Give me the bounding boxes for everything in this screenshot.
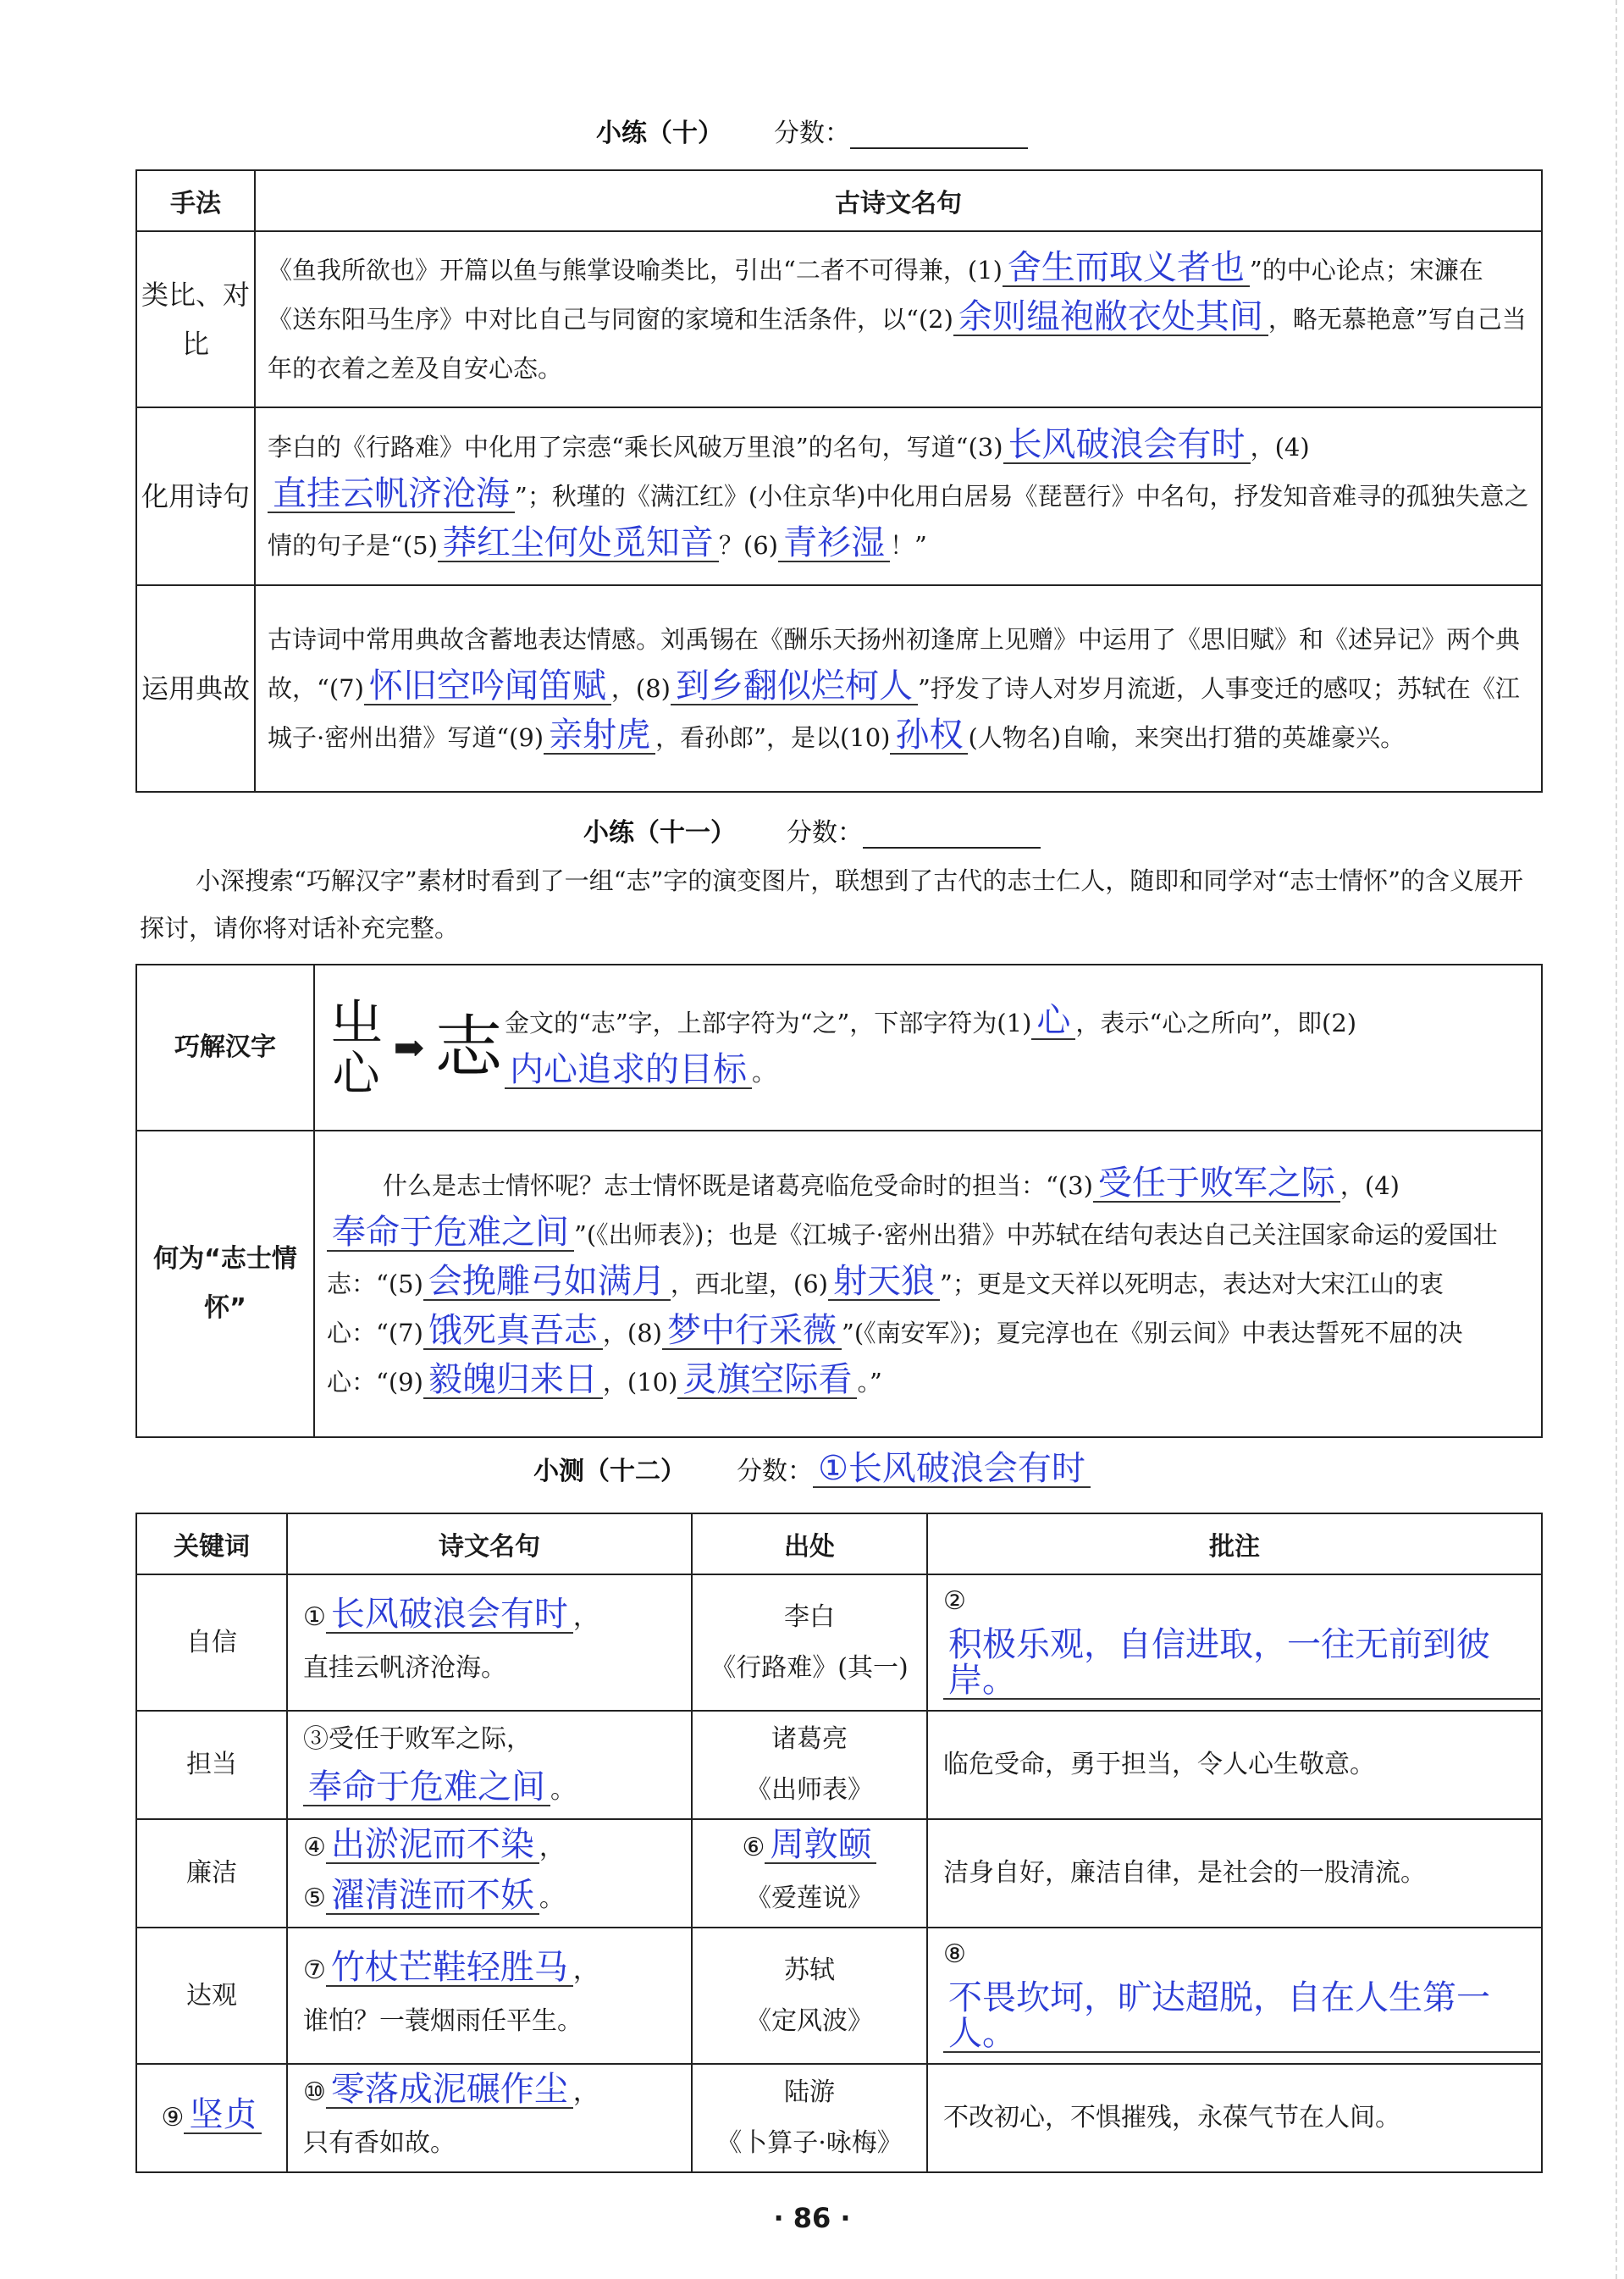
row-label-analogy: 类比、对比 — [136, 231, 255, 407]
lines-cell: ④ 出淤泥而不染 ， ⑤ 濯清涟而不妖 。 — [287, 1819, 692, 1928]
keyword-cell: 自信 — [136, 1574, 287, 1711]
table-zhi-character — [135, 964, 1543, 1438]
answer-9[interactable]: 坚贞 — [184, 2097, 262, 2134]
answer-3[interactable]: 长风破浪会有时 — [1003, 427, 1251, 464]
row-label-character: 巧解汉字 — [136, 965, 314, 1131]
keyword-cell: 廉洁 — [136, 1819, 287, 1928]
source-cell: 苏轼 《定风波》 — [692, 1928, 927, 2064]
row-label-allusions: 运用典故 — [136, 585, 255, 792]
answer-7[interactable]: 怀旧空吟闻笛赋 — [364, 668, 611, 705]
glyph-zhi-bronze: 志 — [434, 1008, 503, 1087]
row-content-patriot-spirit: 什么是志士情怀呢？志士情怀既是诸葛亮临危受命时的担当：“(3) 受任于败军之际 ，(4)奉命于危难之间 ”(《出师表》)；也是《江城子·密州出猎》中苏轼在结句表达自己关注国家命运的爱国壮志：“(5) 会挽雕弓如满月 ，西北望，(6) 射天狼 ”；更是文天祥以死明志，表达对大宋江山的衷心：“(7) 饿死真吾志 ，(8) 梦中行采薇 ”(《南安军》)；夏完淳也在《别云间》中表达誓死不屈的决心：“(9) 毅魄归来日 ，(10) 灵旗空际看 。” — [314, 1131, 1542, 1437]
score-blank[interactable] — [863, 821, 1041, 849]
table-row — [136, 1574, 1542, 1711]
lines-cell: ③受任于败军之际， 奉命于危难之间 。 — [287, 1711, 692, 1819]
answer-9[interactable]: 亲射虎 — [544, 717, 655, 755]
answer-8[interactable]: 到乡翻似烂柯人 — [671, 668, 918, 705]
glyph-zhi-top: 㞢 — [329, 993, 384, 1055]
header-technique: 手法 — [136, 170, 255, 231]
page-edge-guide — [1614, 0, 1617, 2279]
answer-1[interactable]: 长风破浪会有时 — [326, 1596, 573, 1634]
row-label-patriot-spirit: 何为“志士情怀” — [136, 1131, 314, 1437]
header-keyword: 关键词 — [136, 1513, 287, 1574]
character-evolution — [327, 993, 505, 1102]
annotation-cell: 洁身自好，廉洁自律，是社会的一股清流。 — [927, 1819, 1542, 1928]
section-10-title: 小练（十） 分数： — [0, 112, 1624, 149]
score-answer[interactable]: ①长风破浪会有时 — [813, 1451, 1091, 1488]
answer-5[interactable]: 莽红尘何处觅知音 — [438, 525, 719, 562]
source-cell: 陆游 《卜算子·咏梅》 — [692, 2064, 927, 2172]
answer-6[interactable]: 射天狼 — [828, 1264, 940, 1301]
answer-1[interactable]: 心 — [1031, 1003, 1075, 1040]
answer-8[interactable]: 梦中行采薇 — [662, 1313, 842, 1350]
answer-4[interactable]: 奉命于危难之间 — [303, 1769, 550, 1806]
answer-4[interactable]: 出淤泥而不染 — [326, 1827, 539, 1864]
character-explanation: 金文的“志”字，上部字符为“之”，下部字符为(1) 心 ，表示“心之所向”，即(2)内心追求的目标 。 — [505, 1001, 1357, 1089]
answer-2[interactable]: 积极乐观，自信进取，一往无前到彼岸。 — [943, 1627, 1540, 1700]
answer-7[interactable]: 竹杖芒鞋轻胜马 — [326, 1950, 573, 1987]
header-famous-lines: 古诗文名句 — [255, 170, 1542, 231]
source-cell: 李白 《行路难》(其一) — [692, 1574, 927, 1711]
answer-4[interactable]: 直挂云帆济沧海 — [268, 476, 515, 513]
lines-cell: ① 长风破浪会有时 ， 直挂云帆济沧海。 — [287, 1574, 692, 1711]
header-lines: 诗文名句 — [287, 1513, 692, 1574]
answer-8[interactable]: 不畏坎坷，旷达超脱，自在人生第一人。 — [943, 1980, 1540, 2053]
section-11-title: 小练（十一） 分数： — [0, 811, 1624, 849]
row-content-allusions: 古诗词中常用典故含蓄地表达情感。刘禹锡在《酬乐天扬州初逢席上见赠》中运用了《思旧赋》和《述异记》两个典故，“(7) 怀旧空吟闻笛赋 ，(8) 到乡翻似烂柯人 ”抒发了诗人对岁月流逝，人事变迁的感叹；苏轼在《江城子·密州出猎》写道“(9) 亲射虎 ，看孙郎”，是以(10) 孙权 (人物名)自喻，来突出打猎的英雄豪兴。 — [255, 585, 1542, 792]
row-content-character — [314, 965, 1542, 1131]
answer-9[interactable]: 毅魄归来日 — [423, 1362, 603, 1399]
annotation-cell: 临危受命，勇于担当，令人心生敬意。 — [927, 1711, 1542, 1819]
table-row — [136, 1819, 1542, 1928]
table-keywords — [135, 1513, 1543, 2173]
answer-2[interactable]: 内心追求的目标 — [505, 1052, 752, 1089]
glyph-xin-bottom: 心 — [332, 1047, 380, 1102]
answer-10[interactable]: 灵旗空际看 — [677, 1362, 857, 1399]
header-annotation: 批注 — [927, 1513, 1542, 1574]
row-label-borrowed-lines: 化用诗句 — [136, 407, 255, 585]
answer-4[interactable]: 奉命于危难之间 — [327, 1214, 574, 1252]
header-source: 出处 — [692, 1513, 927, 1574]
keyword-cell: 担当 — [136, 1711, 287, 1819]
score-blank[interactable] — [850, 122, 1028, 149]
source-cell: 诸葛亮 《出师表》 — [692, 1711, 927, 1819]
keyword-cell: 达观 — [136, 1928, 287, 2064]
answer-6[interactable]: 周敦颐 — [765, 1827, 876, 1864]
answer-7[interactable]: 饿死真吾志 — [423, 1313, 603, 1350]
keyword-cell: ⑨ 坚贞 — [136, 2064, 287, 2172]
answer-3[interactable]: 受任于败军之际 — [1093, 1165, 1340, 1203]
row-content-borrowed-lines: 李白的《行路难》中化用了宗悫“乘长风破万里浪”的名句，写道“(3) 长风破浪会有时 ，(4)直挂云帆济沧海 ”；秋瑾的《满江红》(小住京华)中化用白居易《琵琶行》中名句，抒发知音难寻的孤独失意之情的句子是“(5) 莽红尘何处觅知音 ？(6) 青衫湿 ！” — [255, 407, 1542, 585]
annotation-cell: ⑧不畏坎坷，旷达超脱，自在人生第一人。 — [927, 1928, 1542, 2064]
page-number: · 86 · — [773, 2202, 851, 2234]
arrow-icon: ➡ — [393, 1026, 425, 1070]
answer-5[interactable]: 会挽雕弓如满月 — [423, 1264, 671, 1301]
answer-2[interactable]: 余则缊袍敝衣处其间 — [953, 299, 1268, 336]
table-row — [136, 1928, 1542, 2064]
lines-cell: ⑩ 零落成泥碾作尘 ， 只有香如故。 — [287, 2064, 692, 2172]
annotation-cell: 不改初心，不惧摧残，永葆气节在人间。 — [927, 2064, 1542, 2172]
table-row — [136, 1711, 1542, 1819]
lines-cell: ⑦ 竹杖芒鞋轻胜马 ， 谁怕？一蓑烟雨任平生。 — [287, 1928, 692, 2064]
annotation-cell: ②积极乐观，自信进取，一往无前到彼岸。 — [927, 1574, 1542, 1711]
answer-1[interactable]: 舍生而取义者也 — [1003, 250, 1250, 287]
section-12-title: 小测（十二） 分数： ①长风破浪会有时 — [0, 1450, 1624, 1488]
table-row — [136, 2064, 1542, 2172]
row-content-analogy: 《鱼我所欲也》开篇以鱼与熊掌设喻类比，引出“二者不可得兼，(1) 舍生而取义者也 ”的中心论点；宋濂在《送东阳马生序》中对比自己与同窗的家境和生活条件，以“(2) 余则缊袍敝衣处其间 ，略无慕艳意”写自己当年的衣着之差及自安心态。 — [255, 231, 1542, 407]
answer-6[interactable]: 青衫湿 — [778, 525, 890, 562]
answer-10[interactable]: 孙权 — [890, 717, 968, 755]
answer-10[interactable]: 零落成泥碾作尘 — [326, 2072, 573, 2109]
answer-5[interactable]: 濯清涟而不妖 — [326, 1878, 539, 1915]
section-11-intro: 小深搜索“巧解汉字”素材时看到了一组“志”字的演变图片，联想到了古代的志士仁人，随即和同学对“志士情怀”的含义展开探讨，请你将对话补充完整。 — [140, 866, 1523, 943]
source-cell: ⑥ 周敦颐 《爱莲说》 — [692, 1819, 927, 1928]
table-techniques — [135, 169, 1543, 793]
